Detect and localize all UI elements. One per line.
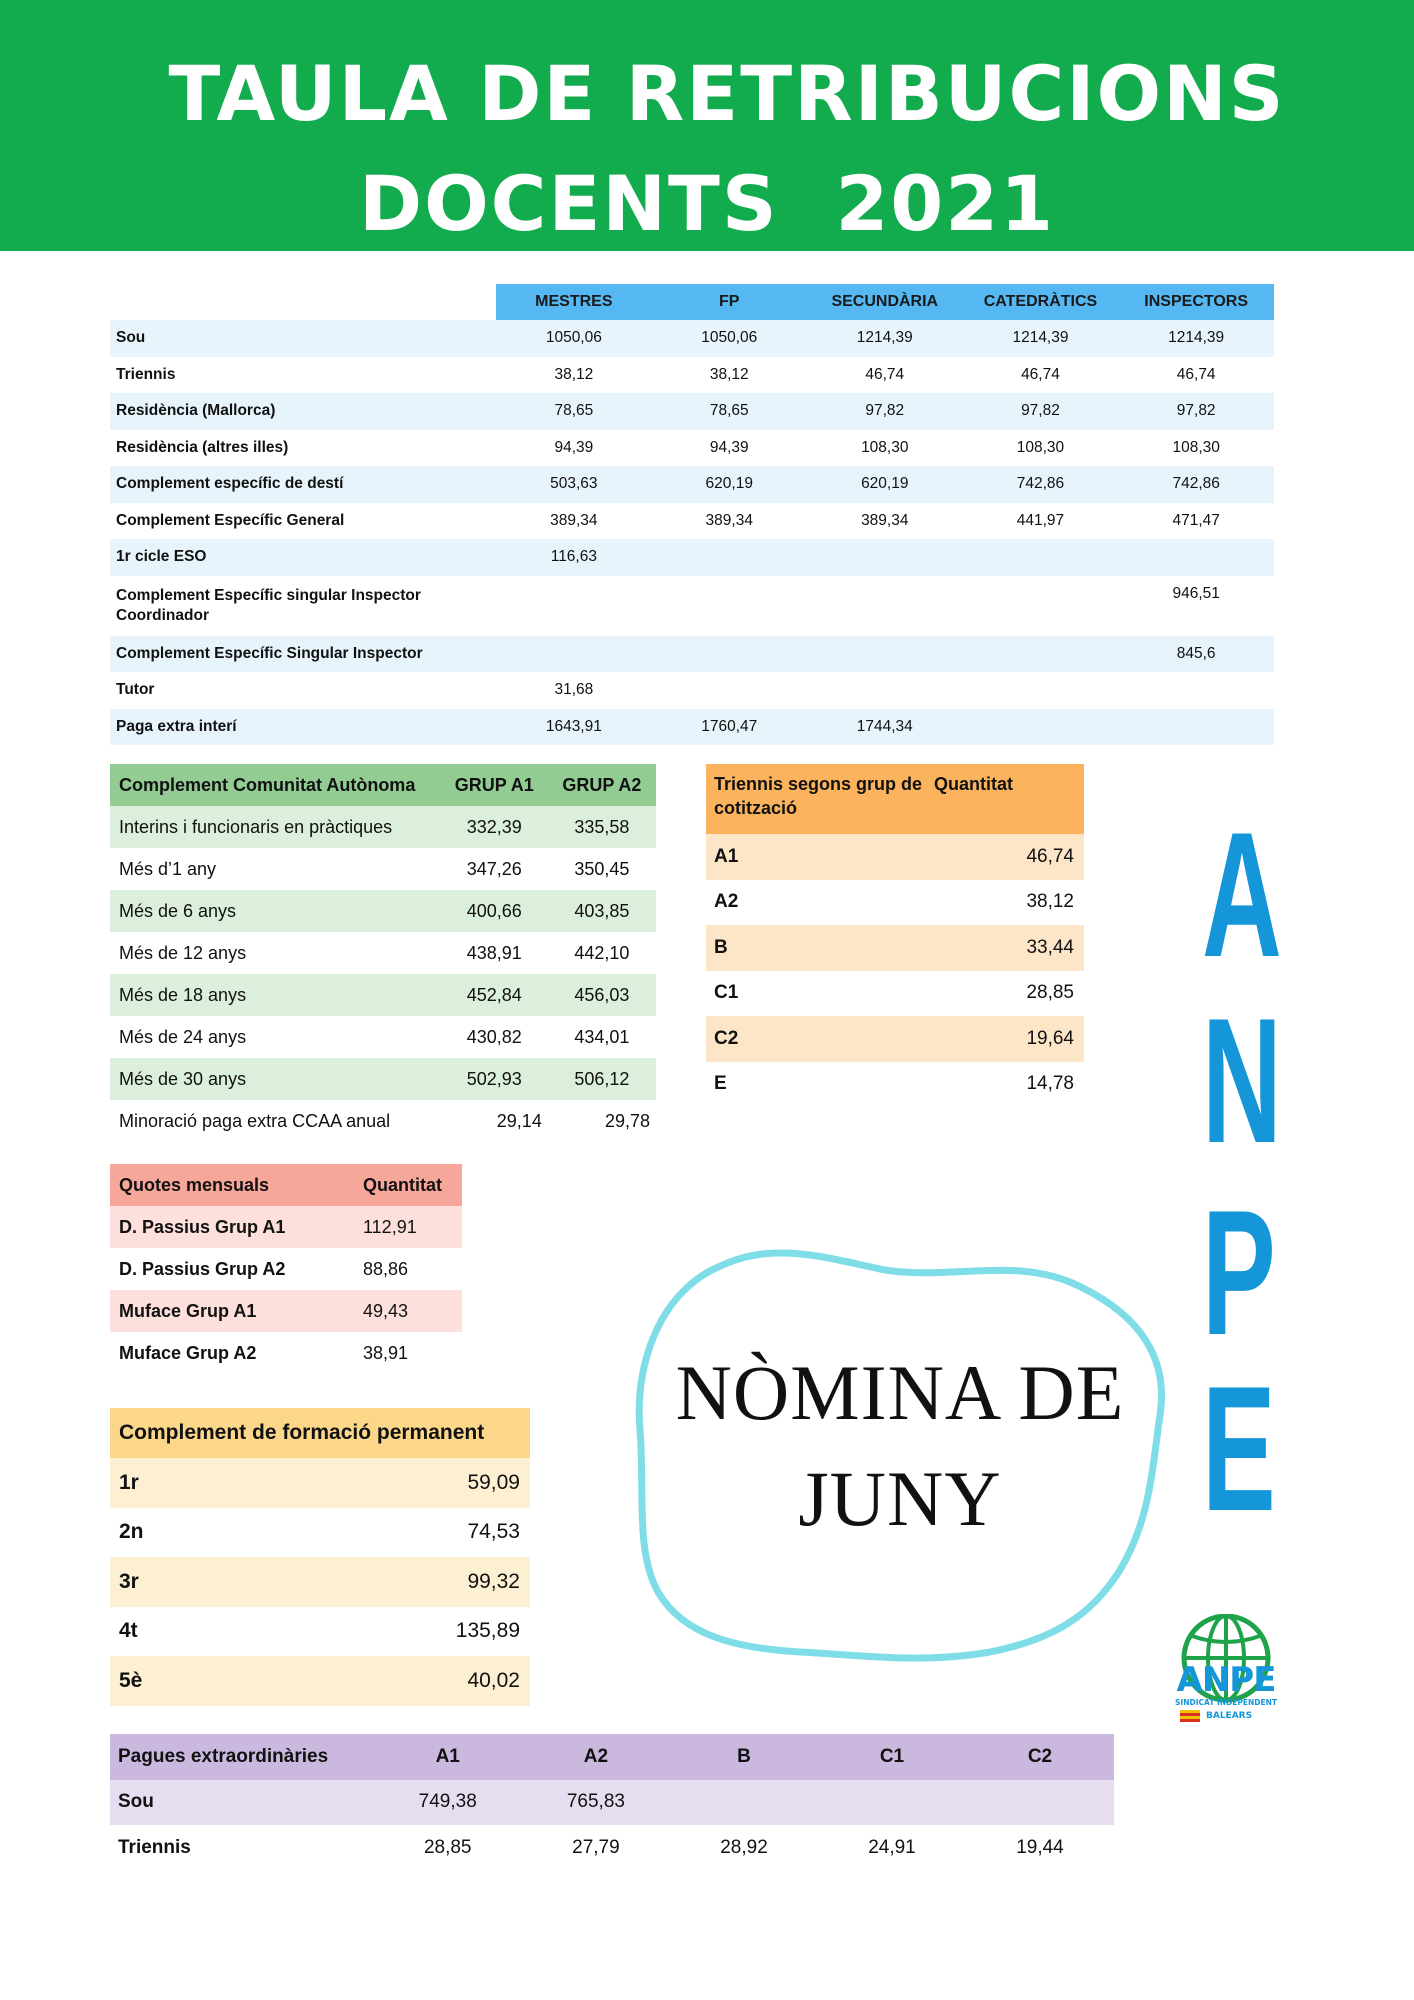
cell-value: 38,12 xyxy=(554,365,594,383)
comunitat-header-row xyxy=(110,764,656,806)
table-row xyxy=(110,503,1274,540)
retribucions-table xyxy=(110,284,1274,745)
row-label: A1 xyxy=(706,834,934,880)
quotes-header-label: Quotes mensuals xyxy=(110,1164,363,1206)
cell-value: 946,51 xyxy=(1172,584,1220,602)
cell-value: 97,82 xyxy=(1118,393,1274,430)
row-label: Complement Específic General xyxy=(116,511,345,529)
cell-value xyxy=(963,576,1119,636)
cell-value: 441,97 xyxy=(1016,511,1065,529)
cell-value: 46,74 xyxy=(1176,365,1216,383)
table-row xyxy=(110,357,1274,394)
row-label: Muface Grup A2 xyxy=(119,1342,257,1363)
cell-value xyxy=(1118,709,1274,746)
row-label: Paga extra interí xyxy=(110,709,496,746)
cell-value: 29,78 xyxy=(604,1110,650,1131)
side-letter-a: A xyxy=(1202,795,1282,994)
row-label: Interins i funcionaris en pràctiques xyxy=(110,806,441,848)
comunitat-table xyxy=(110,764,656,1142)
cell-value: 108,30 xyxy=(1016,438,1065,456)
cell-value: 19,64 xyxy=(934,1016,1084,1062)
pagues-table xyxy=(110,1734,1114,1871)
cell-value: 347,26 xyxy=(466,858,522,879)
nomina-line-2: JUNY xyxy=(798,1455,1002,1542)
table-row xyxy=(110,848,656,890)
cell-value: 742,86 xyxy=(963,466,1119,503)
row-label: E xyxy=(714,1073,727,1095)
table-row xyxy=(110,636,1274,673)
col-header-catedratics: CATEDRÀTICS xyxy=(963,284,1119,320)
triennis-header-quantitat: Quantitat xyxy=(934,764,1084,834)
header-banner xyxy=(0,0,1414,251)
cell-value: 112,91 xyxy=(363,1206,462,1248)
cell-value: 29,14 xyxy=(496,1110,542,1131)
cell-value: 38,12 xyxy=(1026,891,1074,913)
triennis-table xyxy=(706,764,1084,1107)
cell-value: 49,43 xyxy=(363,1290,462,1332)
cell-value: 28,92 xyxy=(720,1836,768,1858)
cell-value: 19,44 xyxy=(1016,1836,1064,1858)
side-letter-p: P xyxy=(1202,1173,1276,1372)
row-label: Triennis xyxy=(118,1836,191,1858)
cell-value: 78,65 xyxy=(652,393,807,430)
cell-value xyxy=(966,1780,1114,1826)
cell-value xyxy=(963,636,1119,673)
row-label: Complement específic de destí xyxy=(110,466,496,503)
row-label: Més de 6 anys xyxy=(110,890,441,932)
row-label: C1 xyxy=(714,982,739,1004)
logo-name: ANPE xyxy=(1176,1660,1276,1700)
cell-value: 389,34 xyxy=(550,511,598,529)
table-row xyxy=(706,1062,1084,1108)
cell-value: 28,85 xyxy=(1026,982,1074,1004)
table-row xyxy=(110,1206,462,1248)
table-row xyxy=(110,1780,1114,1826)
row-label: C2 xyxy=(706,1016,934,1062)
cell-value xyxy=(807,576,963,636)
main-table-header xyxy=(110,284,1274,320)
pagues-header-label: Pagues extraordinàries xyxy=(110,1734,374,1780)
table-row xyxy=(110,430,1274,467)
title-line-2: DOCENTS 2021 xyxy=(358,159,1055,248)
table-row xyxy=(110,1607,530,1657)
cell-value: 1214,39 xyxy=(963,320,1119,357)
table-row xyxy=(706,1016,1084,1062)
row-label: 2n xyxy=(119,1520,144,1544)
cell-value xyxy=(652,636,807,673)
row-label: 1r cicle ESO xyxy=(110,539,496,576)
cell-value xyxy=(652,576,807,636)
row-label: B xyxy=(706,925,934,971)
pagues-header-c2: C2 xyxy=(966,1734,1114,1780)
col-header-secundaria: SECUNDÀRIA xyxy=(807,284,963,320)
row-label: 5è xyxy=(110,1656,241,1706)
cell-value: 1050,06 xyxy=(496,320,651,357)
cell-value: 620,19 xyxy=(652,466,807,503)
cell-value: 1214,39 xyxy=(807,320,963,357)
row-label: Residència (altres illes) xyxy=(116,438,289,456)
row-label: Més de 18 anys xyxy=(110,974,441,1016)
pagues-header-b: B xyxy=(670,1734,818,1780)
cell-value: 99,32 xyxy=(241,1557,530,1607)
nomina-line-1: NÒMINA DE xyxy=(675,1349,1125,1436)
cell-value xyxy=(818,1780,966,1826)
row-label: 4t xyxy=(119,1619,138,1643)
cell-value: 403,85 xyxy=(548,890,656,932)
cell-value xyxy=(963,672,1119,709)
cell-value: 97,82 xyxy=(807,393,963,430)
row-label: 1r xyxy=(110,1458,241,1508)
cell-value xyxy=(963,539,1119,576)
cell-value: 456,03 xyxy=(548,974,656,1016)
cell-value: 506,12 xyxy=(548,1058,656,1100)
row-label: Més d’1 any xyxy=(119,858,217,879)
cell-value: 108,30 xyxy=(861,438,909,456)
row-label: A2 xyxy=(714,891,739,913)
pagues-header-row xyxy=(110,1734,1114,1780)
cell-value: 46,74 xyxy=(934,834,1084,880)
logo-subtitle: SINDICAT INDEPENDENT xyxy=(1175,1698,1277,1707)
cell-value: 24,91 xyxy=(868,1836,916,1858)
table-row xyxy=(110,974,656,1016)
row-label: Complement Específic Singular Inspector xyxy=(110,636,496,673)
row-label: Més de 12 anys xyxy=(119,942,247,963)
cell-value: 845,6 xyxy=(1118,636,1274,673)
table-row xyxy=(110,1290,462,1332)
quotes-table xyxy=(110,1164,462,1374)
cell-value: 749,38 xyxy=(374,1780,522,1826)
cell-value: 94,39 xyxy=(709,438,749,456)
title-line-1: TAULA DE RETRIBUCIONS xyxy=(168,49,1286,138)
comunitat-header-label: Complement Comunitat Autònoma xyxy=(110,764,441,806)
table-row xyxy=(110,1058,656,1100)
cell-value: 335,58 xyxy=(548,806,656,848)
table-row xyxy=(110,539,1274,576)
cell-value: 33,44 xyxy=(934,925,1084,971)
row-label: Minoració paga extra CCAA anual xyxy=(119,1110,391,1131)
cell-value: 742,86 xyxy=(1118,466,1274,503)
row-label: Tutor xyxy=(116,681,155,699)
table-row xyxy=(110,466,1274,503)
cell-value: 471,47 xyxy=(1172,511,1220,529)
table-row xyxy=(706,971,1084,1017)
cell-value: 765,83 xyxy=(522,1780,670,1826)
cell-value: 332,39 xyxy=(441,806,548,848)
cell-value: 59,09 xyxy=(241,1458,530,1508)
cell-value: 434,01 xyxy=(574,1026,630,1047)
cell-value: 400,66 xyxy=(441,890,548,932)
cell-value xyxy=(652,672,807,709)
table-row xyxy=(110,1458,530,1508)
row-label: Sou xyxy=(110,1780,374,1826)
cell-value: 438,91 xyxy=(466,942,522,963)
table-row xyxy=(110,393,1274,430)
cell-value: 38,91 xyxy=(363,1342,409,1363)
triennis-header-label: Triennis segons grup de cotització xyxy=(706,764,934,834)
row-label: Més de 24 anys xyxy=(119,1026,247,1047)
cell-value: 31,68 xyxy=(554,681,594,699)
cell-value: 74,53 xyxy=(467,1520,520,1544)
table-row xyxy=(706,925,1084,971)
cell-value xyxy=(670,1780,818,1826)
cell-value: 1760,47 xyxy=(652,709,807,746)
anpe-logo xyxy=(1166,1614,1286,1752)
cell-value: 88,86 xyxy=(363,1258,409,1279)
quotes-header-row xyxy=(110,1164,462,1206)
side-letter-n: N xyxy=(1202,981,1282,1180)
cell-value: 40,02 xyxy=(241,1656,530,1706)
col-header-mestres: MESTRES xyxy=(496,284,651,320)
cell-value: 94,39 xyxy=(554,438,594,456)
cell-value: 46,74 xyxy=(1021,365,1060,383)
comunitat-header-a1: GRUP A1 xyxy=(441,764,548,806)
table-row xyxy=(110,1825,1114,1871)
row-label: Sou xyxy=(110,320,496,357)
cell-value xyxy=(496,636,651,673)
cell-value xyxy=(963,709,1119,746)
col-header-inspectors: INSPECTORS xyxy=(1118,284,1274,320)
cell-value xyxy=(652,539,807,576)
table-row xyxy=(110,1248,462,1290)
cell-value: 442,10 xyxy=(574,942,630,963)
cell-value xyxy=(807,539,963,576)
table-row xyxy=(110,806,656,848)
cell-value: 502,93 xyxy=(441,1058,548,1100)
cell-value: 452,84 xyxy=(441,974,548,1016)
formacio-header: Complement de formació permanent xyxy=(110,1408,530,1458)
table-row xyxy=(110,1508,530,1558)
triennis-header-row xyxy=(706,764,1084,834)
cell-value xyxy=(496,576,651,636)
cell-value xyxy=(1118,672,1274,709)
table-row xyxy=(110,890,656,932)
flag-icon xyxy=(1180,1710,1200,1722)
cell-value: 116,63 xyxy=(496,539,651,576)
table-row xyxy=(110,576,1274,636)
cell-value: 1744,34 xyxy=(807,709,963,746)
cell-value: 389,34 xyxy=(705,511,753,529)
col-header-fp: FP xyxy=(652,284,807,320)
table-row xyxy=(706,834,1084,880)
cell-value: 97,82 xyxy=(963,393,1119,430)
pagues-header-a2: A2 xyxy=(522,1734,670,1780)
pagues-header-c1: C1 xyxy=(818,1734,966,1780)
row-label: Residència (Mallorca) xyxy=(110,393,496,430)
cell-value: 620,19 xyxy=(807,466,963,503)
cell-value: 38,12 xyxy=(709,365,749,383)
table-row xyxy=(110,1656,530,1706)
main-header-blank xyxy=(110,284,496,320)
side-letter-e: E xyxy=(1202,1349,1276,1548)
formacio-header-row xyxy=(110,1408,530,1458)
cell-value: 1214,39 xyxy=(1118,320,1274,357)
cell-value: 350,45 xyxy=(574,858,630,879)
table-row xyxy=(110,1016,656,1058)
cell-value xyxy=(1118,539,1274,576)
cell-value: 108,30 xyxy=(1172,438,1220,456)
cell-value: 27,79 xyxy=(572,1836,620,1858)
pagues-header-a1: A1 xyxy=(374,1734,522,1780)
row-label: D. Passius Grup A2 xyxy=(119,1258,286,1279)
cell-value: 46,74 xyxy=(865,365,905,383)
table-row xyxy=(706,880,1084,926)
row-label: Muface Grup A1 xyxy=(110,1290,363,1332)
row-label: 3r xyxy=(110,1557,241,1607)
cell-value: 78,65 xyxy=(496,393,651,430)
table-row xyxy=(110,709,1274,746)
cell-value xyxy=(807,636,963,673)
quotes-header-quantitat: Quantitat xyxy=(363,1164,462,1206)
cell-value: 503,63 xyxy=(496,466,651,503)
formacio-table xyxy=(110,1408,530,1706)
cell-value xyxy=(807,672,963,709)
cell-value: 389,34 xyxy=(861,511,909,529)
logo-region: BALEARS xyxy=(1206,1711,1253,1721)
cell-value: 135,89 xyxy=(455,1619,520,1643)
nomina-title xyxy=(660,1340,1140,1552)
cell-value: 430,82 xyxy=(466,1026,522,1047)
row-label: Més de 30 anys xyxy=(110,1058,441,1100)
comunitat-header-a2: GRUP A2 xyxy=(548,764,656,806)
cell-value: 1050,06 xyxy=(652,320,807,357)
table-row xyxy=(110,1557,530,1607)
table-row xyxy=(110,932,656,974)
row-label: Complement Específic singular Inspector Coordinador xyxy=(116,586,421,624)
cell-value: 1643,91 xyxy=(496,709,651,746)
cell-value: 14,78 xyxy=(1026,1073,1074,1095)
table-row xyxy=(110,672,1274,709)
table-row xyxy=(110,320,1274,357)
cell-value: 28,85 xyxy=(423,1836,472,1858)
table-row xyxy=(110,1332,462,1374)
row-label: D. Passius Grup A1 xyxy=(110,1206,363,1248)
table-row xyxy=(110,1100,656,1142)
row-label: Triennis xyxy=(116,365,176,383)
